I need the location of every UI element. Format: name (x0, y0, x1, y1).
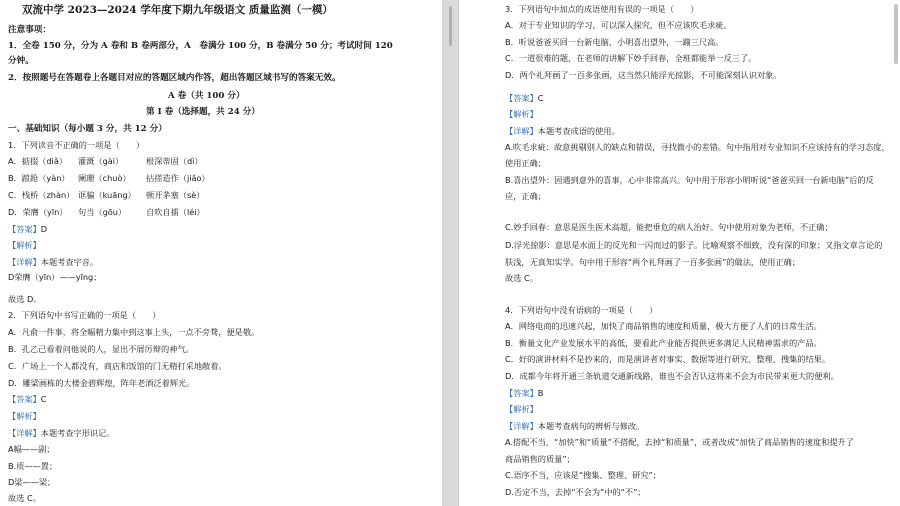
q1-option-c-3: 顿开茅塞（sè） (146, 190, 205, 200)
q4-detail-tag: 【详解】 (505, 421, 538, 431)
q1-detail-line (8, 257, 98, 268)
q3-para-4: 应，正确； (505, 191, 546, 201)
document-page-left (0, 0, 443, 506)
q1-option-c-2: 诓骗（kuāng） (78, 190, 136, 200)
q3-para-2: 使用正确； (505, 158, 546, 168)
q1-stem: 1．下列读音不正确的一项是（ ） (8, 140, 145, 150)
notice-2: 2．按照题号在答题卷上各题目对应的答题区域内作答，超出答题区域书写的答案无效。 (8, 73, 341, 83)
q2-line-b: B.质——置； (8, 461, 58, 471)
q1-detail-line2: D荣膺（yīn）——yīng； (8, 272, 102, 282)
q3-para-5: C.妙手回春：意思是医生医术高超，能把垂危的病人治好。句中使用对象为老师，不正确； (505, 222, 833, 232)
q3-option-b: B．听说爸爸买回一台新电脑，小明喜出望外，一蹦三尺高。 (505, 37, 724, 47)
q2-option-d: D．雕梁画栋的大楼金碧辉煌，阵年老酒泛着辉光。 (8, 378, 195, 388)
vertical-scrollbar[interactable] (894, 4, 898, 64)
q3-detail-line (505, 126, 620, 137)
q2-conclusion: 故选 C。 (8, 493, 41, 503)
q1-option-a-2: 灌溉（gài） (78, 156, 124, 166)
q2-stem: 2．下列语句中书写正确的一项是（ ） (8, 310, 161, 320)
notice-1b: 分钟。 (8, 56, 34, 66)
section-1-heading: 一、基础知识（每小题 3 分，共 12 分） (8, 124, 167, 134)
q2-option-a: A．凡俞一件事，将全幅精力集中到这事上头，一点不旁骛，便是敬。 (8, 327, 260, 337)
exam-title: 双流中学 2023—2024 学年度下期九年级语文 质量监测（一模） (22, 4, 333, 16)
q3-para-1: A.吹毛求疵：故意挑剔别人的缺点和错误，寻找微小的差错。句中指用对专业知识不应该持有的学习态度， (505, 142, 890, 152)
q1-answer-line (8, 224, 47, 235)
q1-option-b-2: 阑珊（chuò） (78, 173, 131, 183)
q4-para-3: C.语序不当，应该是“搜集、整理、研究”； (505, 470, 661, 480)
split-handle[interactable] (449, 6, 452, 46)
q3-answer: C (537, 93, 544, 103)
q1-option-a-3: 根深蒂固（dì） (146, 156, 203, 166)
q4-option-a: A．网络电商的迅速兴起，加快了商品销售的速度和质量，极大方便了人们的日常生活。 (505, 321, 822, 331)
q3-conclusion: 故选 C。 (505, 273, 538, 283)
q1-analysis-tag: 【解析】 (8, 240, 41, 250)
q1-option-d-3: 自吹自擂（léi） (146, 207, 205, 217)
document-page-right (458, 0, 900, 506)
q2-answer: C (40, 394, 47, 404)
q1-detail-tag: 【详解】 (8, 257, 41, 267)
q4-detail-line (505, 421, 644, 432)
q4-para-4: D.否定不当，去掉“不会为”中的“不”； (505, 487, 646, 497)
page-gutter (443, 0, 458, 506)
q2-option-b: B．孔乙己看着问他说的人，显出不屑厉辩的神气。 (8, 344, 194, 354)
q3-detail-tag: 【详解】 (505, 126, 538, 136)
q4-option-d: D．成都今年将开通三条轨道交通新线路，谁也不会否认这将来不会为市民带来更大的便利。 (505, 371, 839, 381)
q4-stem: 4．下列语句中没有语病的一项是（ ） (505, 305, 658, 315)
q1-conclusion: 故选 D。 (8, 294, 42, 304)
q4-answer-line (505, 388, 543, 399)
q1-option-b-3: 拈搓造作（jiǎo） (146, 173, 210, 183)
q3-option-c: C．一道很难的题，在老师的讲解下妙手回春，全班都能举一反三了。 (505, 53, 757, 63)
q1-option-c-1: C．栈桥（zhàn） (8, 190, 75, 200)
q4-option-c: C．好的演讲材料不是抄来的，而是演讲者对事实、数据等进行研究、整理、搜集的结果。 (505, 354, 831, 364)
q1-answer: D (40, 224, 48, 234)
notice-heading: 注意事项： (8, 25, 51, 35)
q2-line-d: D梁——梁； (8, 477, 56, 487)
q3-para-3: B.喜出望外：因遇到意外的喜事，心中非常高兴。句中用于形容小明听说“爸爸买回一台新电脑”后的反 (505, 175, 874, 185)
q3-option-d: D．两个礼拜画了一百多张画，这当然只能浮光掠影，不可能深刻认识对象。 (505, 70, 782, 80)
q2-answer-line (8, 394, 46, 405)
q3-para-6: D.浮光掠影：意思是水面上的反光和一闪而过的影子。比喻观察不细致，没有深的印象；又指文章言论的 (505, 240, 883, 250)
q3-para-7: 肤浅，无真知实学。句中用于形容“两个礼拜画了一百多张画”的做法，使用正确； (505, 257, 801, 267)
q4-para-1: A.搭配不当，“加快”和“质量”不搭配，去掉“和质量”，或者改成“加快了商品销售的速度和提升了 (505, 437, 854, 447)
q2-detail-tag: 【详解】 (8, 428, 41, 438)
q4-analysis-tag: 【解析】 (505, 404, 538, 414)
q2-detail: 本题考查字形识记。 (40, 428, 115, 438)
q2-line-a: A幅——副； (8, 444, 55, 454)
q3-option-a: A．对于专业知识的学习，可以深入探究，但不应该吹毛求疵。 (505, 20, 732, 30)
q1-option-b-1: B．踉跄（yàn） (8, 173, 70, 183)
q3-answer-tag: 【答案】 (505, 93, 538, 103)
q1-option-d-2: 句当（gōu） (78, 207, 127, 217)
q1-detail: 本题考查字音。 (40, 257, 99, 267)
q3-detail: 本题考查成语的使用。 (537, 126, 620, 136)
q3-answer-line (505, 93, 543, 104)
q1-answer-tag: 【答案】 (8, 224, 41, 234)
q1-option-a-1: A．掂掇（diǎ） (8, 156, 68, 166)
q4-para-2: 商品销售的质量”； (505, 454, 575, 464)
q2-detail-line (8, 428, 114, 439)
part-1-heading: 第 I 卷（选择题，共 24 分） (146, 107, 260, 117)
q1-option-d-1: D．荣膺（yīn） (8, 207, 68, 217)
q3-analysis-tag: 【解析】 (505, 109, 538, 119)
q2-option-c: C．广场上一个人都没有，商店和饭馆的门无精打采地敞着。 (8, 361, 227, 371)
notice-1a: 1．全卷 150 分，分为 A 卷和 B 卷两部分，A 卷满分 100 分，B 卷满分 50 分；考试时间 120 (8, 41, 393, 51)
q2-analysis-tag: 【解析】 (8, 411, 41, 421)
q2-answer-tag: 【答案】 (8, 394, 41, 404)
q4-answer: B (537, 388, 544, 398)
q4-answer-tag: 【答案】 (505, 388, 538, 398)
volume-a-heading: A 卷（共 100 分） (168, 91, 245, 101)
q4-detail: 本题考查病句的辨析与修改。 (537, 421, 645, 431)
q4-option-b: B．衡量文化产业发展水平的高低，要看此产业能否提供更多满足人民精神需求的产品。 (505, 338, 822, 348)
q3-stem: 3．下列语句中加点的成语使用有误的一项是（ ） (505, 4, 699, 14)
